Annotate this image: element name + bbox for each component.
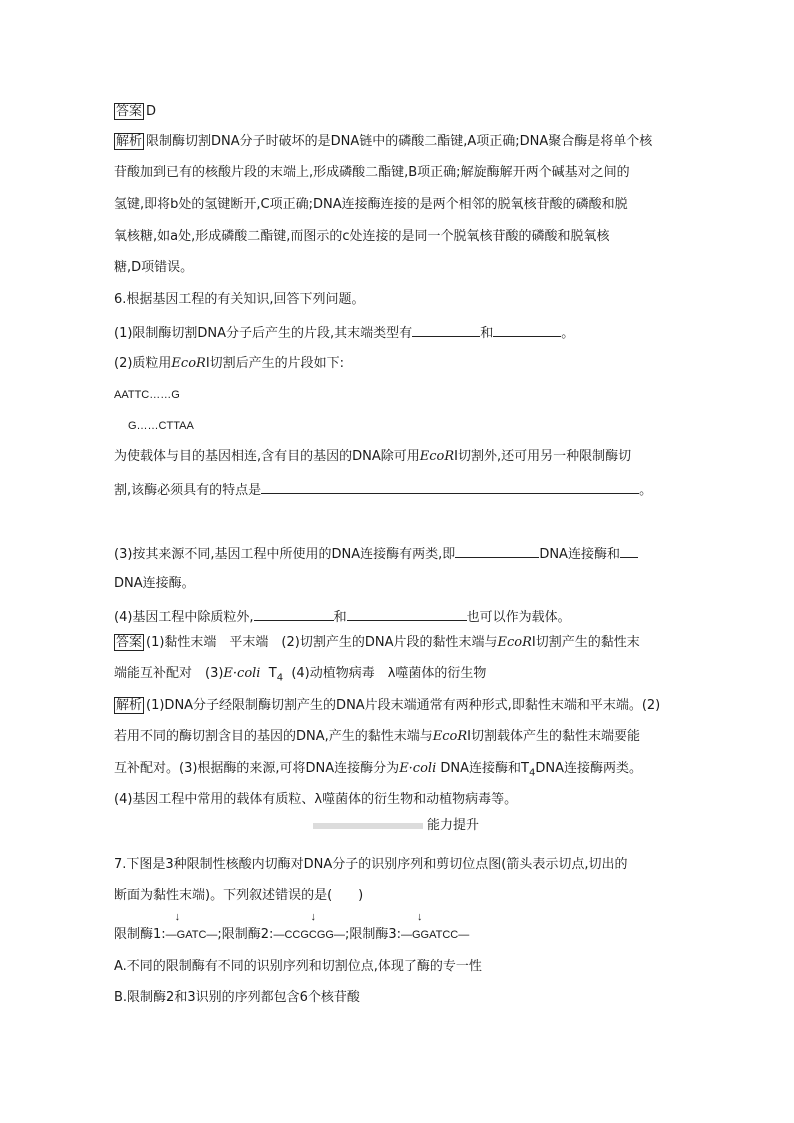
option-a[interactable]: A.不同的限制酶有不同的识别序列和切割位点,体现了酶的专一性 (114, 959, 482, 974)
question-6-part-2-b: 为使载体与目的基因相连,含有目的基因的DNA除可用EcoRⅠ切割外,还可用另一种限制酶切 (114, 449, 632, 464)
question-6-part-3: (3)按其来源不同,基因工程中所使用的DNA连接酶有两类,即 DNA连接酶和 (114, 545, 638, 563)
analysis-6-line-2: 若用不同的酶切割含目的基因的DNA,产生的黏性末端与EcoRⅠ切割载体产生的黏性末端要能 (114, 729, 641, 744)
sequence-2: ↓ —CCGCGG— (273, 911, 345, 941)
analysis-6-line-1: 解析 (1)DNA分子经限制酶切割产生的DNA片段末端通常有两种形式,即黏性末端和平末端。(2) (116, 698, 661, 713)
question-7-stem-2: 断面为黏性末端)。下列叙述错误的是( ) (114, 888, 364, 903)
option-b[interactable]: B.限制酶2和3识别的序列都包含6个核苷酸 (114, 990, 360, 1005)
cut-arrow-icon: ↓ (416, 911, 423, 923)
answer-blank[interactable] (620, 545, 638, 558)
question-7-stem-1: 7.下图是3种限制性核酸内切酶对DNA分子的识别序列和剪切位点图(箭头表示切点,切出的 (114, 857, 628, 872)
answer-blank[interactable] (493, 324, 561, 337)
question-6-part-3-b: DNA连接酶。 (114, 576, 195, 591)
answer-value: D (146, 104, 157, 119)
answer-tag: 答案 (116, 635, 143, 650)
fragment-top: AATTC……G (114, 389, 180, 401)
question-6-stem: 6.根据基因工程的有关知识,回答下列问题。 (114, 292, 365, 307)
question-6-part-2-c: 割,该酶必须具有的特点是 。 (114, 483, 653, 498)
analysis-text: 限制酶切割DNA分子时破坏的是DNA链中的磷酸二酯键,A项正确;DNA聚合酶是将单个核 (146, 134, 653, 149)
answer-blank[interactable] (254, 608, 334, 621)
answer-blank[interactable] (412, 324, 480, 337)
answer-blank[interactable] (261, 481, 639, 494)
answer-6-line-1: 答案 (1)黏性末端 平末端 (2)切割产生的DNA片段的黏性末端与EcoRⅠ切割产生的黏性末 (116, 635, 640, 650)
cut-arrow-icon: ↓ (310, 911, 316, 923)
analysis-6-line-3: 互补配对。(3)根据酶的来源,可将DNA连接酶分为E·coli DNA连接酶和$T_4DNA$连接酶两类。 (114, 761, 642, 779)
analysis-line-1 (114, 134, 652, 150)
analysis-tag: 解析 (116, 698, 143, 713)
analysis-line-4: 氧核糖,如a处,形成磷酸二酯键,而图示的c处连接的是同一个脱氧核苷酸的磷酸和脱氧核 (114, 229, 610, 244)
fragment-bottom: G……CTTAA (128, 420, 194, 432)
sequence-1: ↓ —GATC— (165, 911, 218, 941)
answer-tag: 答案 (116, 104, 143, 119)
answer-line (114, 104, 156, 120)
analysis-tag: 解析 (116, 134, 143, 149)
question-6-part-4: (4)基因工程中除质粒外, 和 也可以作为载体。 (114, 610, 571, 625)
sequence-3: ↓ —GGATCC— (400, 911, 470, 941)
question-6-part-1: (1)限制酶切割DNA分子后产生的片段,其末端类型有 和 。 (114, 326, 575, 341)
answer-6-line-2: 端能互补配对 (3)E·coli $T_4$ (4)动植物病毒 λ噬菌体的衍生物 (114, 666, 487, 684)
section-divider (313, 823, 423, 829)
analysis-line-2: 苷酸加到已有的核酸片段的末端上,形成磷酸二酯键,B项正确;解旋酶解开两个碱基对之间的 (114, 165, 630, 180)
enzyme-sequences: 限制酶1: ↓ —GATC—;限制酶2: ↓ —CCGCGG—;限制酶3: ↓ —GGATCC— (114, 911, 470, 942)
cut-arrow-icon: ↓ (174, 911, 181, 923)
analysis-line-5: 糖,D项错误。 (114, 260, 194, 275)
section-title: 能力提升 (427, 818, 480, 833)
question-6-part-2: (2)质粒用EcoRⅠ切割后产生的片段如下: (114, 356, 345, 371)
analysis-6-line-4: (4)基因工程中常用的载体有质粒、λ噬菌体的衍生物和动植物病毒等。 (114, 792, 518, 807)
analysis-line-3: 氢键,即将b处的氢键断开,C项正确;DNA连接酶连接的是两个相邻的脱氧核苷酸的磷酸和脱 (114, 197, 628, 212)
answer-blank[interactable] (455, 545, 539, 558)
answer-blank[interactable] (347, 608, 467, 621)
